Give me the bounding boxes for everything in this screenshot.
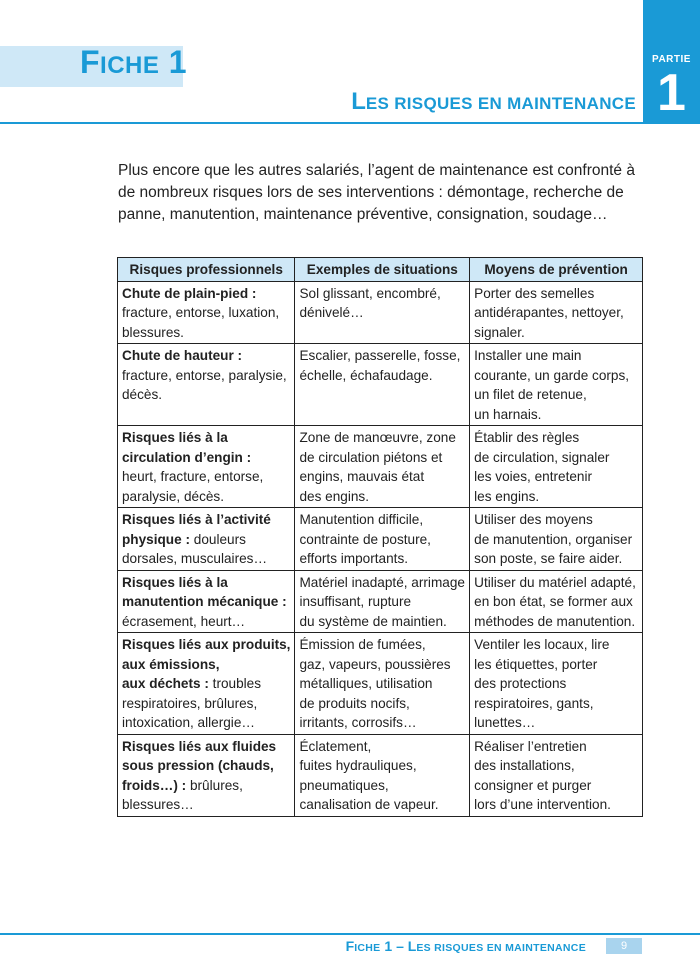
table-row [118,734,643,816]
situations-cell: Sol glissant, encombré, dénivelé… [295,281,470,344]
risk-cell: Risques liés à l’activité physique : douleurs dorsales, musculaires… [118,508,295,571]
title-divider [0,122,643,124]
fiche-label-initial: F [80,44,101,80]
table-row [118,344,643,426]
situations-cell: Émission de fumées, gaz, vapeurs, poussières métalliques, utilisation de produits nocifs, irritants, corrosifs… [295,633,470,735]
fiche-label [80,44,187,81]
header-prevention: Moyens de prévention [470,258,643,282]
situations-cell: Escalier, passerelle, fosse, échelle, échafaudage. [295,344,470,426]
footer-separator: – [396,938,404,954]
prevention-cell: Porter des semelles antidérapantes, nettoyer, signaler. [470,281,643,344]
risk-cell: Risques liés à la circulation d’engin : heurt, fracture, entorse, paralysie, décès. [118,426,295,508]
situations-cell: Zone de manœuvre, zone de circulation piétons et engins, mauvais état des engins. [295,426,470,508]
table-row [118,570,643,633]
prevention-cell: Établir des règles de circulation, signaler les voies, entretenir les engins. [470,426,643,508]
footer-fiche-number: 1 [384,938,393,954]
footer-title-rest: ES RISQUES EN MAINTENANCE [416,942,586,954]
page-title-rest: ES RISQUES EN MAINTENANCE [365,94,636,113]
risk-cell: Risques liés à la manutention mécanique : écrasement, heurt… [118,570,295,633]
risk-table-body [118,281,643,816]
risk-cell: Chute de hauteur : fracture, entorse, paralysie, décès. [118,344,295,426]
table-row [118,508,643,571]
footer-fiche-word: ICHE [354,942,381,954]
prevention-cell: Réaliser l’entretien des installations, consigner et purger lors d’une intervention. [470,734,643,816]
prevention-cell: Installer une main courante, un garde corps, un filet de retenue, un harnais. [470,344,643,426]
fiche-label-word: ICHE [100,52,160,79]
table-row [118,633,643,735]
footer-divider [0,933,700,935]
partie-label: PARTIE [652,54,691,65]
partie-badge [643,0,700,124]
risk-cell: Risques liés aux produits, aux émissions, aux déchets : troubles respiratoires, brûlures, intoxication, allergie… [118,633,295,735]
table-header-row [118,258,643,282]
situations-cell: Éclatement, fuites hydrauliques, pneumatiques, canalisation de vapeur. [295,734,470,816]
partie-number: 1 [657,64,686,122]
risk-table [117,257,643,817]
header-situations: Exemples de situations [295,258,470,282]
page-title [351,88,636,116]
intro-paragraph: Plus encore que les autres salariés, l’agent de maintenance est confronté à de nombreux risques lors de ses interventions : démontage, recherche de panne, manutention, maintenance préventive, consignation, soudage… [118,162,635,223]
fiche-label-number: 1 [168,44,188,80]
footer-fiche-initial: F [345,938,355,954]
risk-cell: Chute de plain-pied : fracture, entorse, luxation, blessures. [118,281,295,344]
page-title-initial: L [351,88,366,115]
footer-title-initial: L [407,938,417,954]
situations-cell: Manutention difficile, contrainte de posture, efforts importants. [295,508,470,571]
situations-cell: Matériel inadapté, arrimage insuffisant, rupture du système de maintien. [295,570,470,633]
page-number: 9 [606,938,642,954]
table-row [118,281,643,344]
prevention-cell: Ventiler les locaux, lire les étiquettes, porter des protections respiratoires, gants, lunettes… [470,633,643,735]
risk-cell: Risques liés aux fluides sous pression (chauds, froids…) : brûlures, blessures… [118,734,295,816]
prevention-cell: Utiliser des moyens de manutention, organiser son poste, se faire aider. [470,508,643,571]
table-row [118,426,643,508]
prevention-cell: Utiliser du matériel adapté, en bon état, se former aux méthodes de manutention. [470,570,643,633]
header-risks: Risques professionnels [118,258,295,282]
footer-title [346,938,586,954]
